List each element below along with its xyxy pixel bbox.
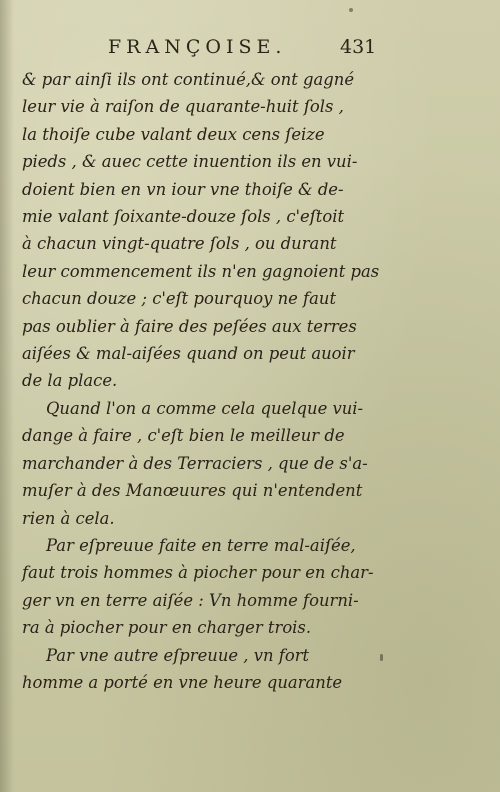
paragraph (22, 532, 372, 642)
body-text (22, 66, 380, 696)
paragraph (22, 66, 380, 395)
page-header (108, 36, 378, 66)
text-line: à chacun vingt-quatre ſols , ou durant (22, 234, 337, 254)
text-line: pas oublier à faire des peſées aux terres (22, 316, 357, 336)
text-line: & par ainſi ils ont continué,& ont gagné (22, 70, 355, 89)
ink-spot (380, 654, 383, 661)
text-line: faut trois hommes à piocher pour en char- (22, 563, 374, 583)
ink-spot (349, 8, 353, 12)
text-line: rien à cela. (22, 508, 115, 528)
text-line: marchander à des Terraciers , que de s'a- (22, 453, 368, 473)
text-line: Par eſpreuue faite en terre mal-aiſée, (46, 535, 356, 555)
text-line: ger vn en terre aiſée : Vn homme fourni- (22, 590, 359, 610)
text-line: muſer à des Manœuures qui n'entendent (22, 481, 363, 501)
text-line: la thoiſe cube valant deux cens ſeize (22, 124, 325, 144)
page-number: 431 (340, 36, 377, 58)
text-line: mie valant ſoixante-douze ſols , c'eſtoit (22, 207, 345, 227)
text-line: pieds , & auec cette inuention ils en vui- (22, 152, 358, 172)
paragraph (22, 642, 372, 697)
running-head: FRANÇOISE. (108, 36, 287, 58)
page-gutter-shadow (0, 0, 14, 792)
text-line: chacun douze ; c'eſt pourquoy ne faut (22, 289, 337, 309)
text-line: leur vie à raiſon de quarante-huit ſols , (22, 97, 344, 117)
text-line: dange à faire , c'eſt bien le meilleur de (22, 426, 345, 446)
text-line: Par vne autre eſpreuue , vn fort (46, 645, 310, 665)
paragraph (22, 395, 372, 532)
text-line: leur commencement ils n'en gagnoient pas (22, 261, 380, 281)
text-line: aiſées & mal-aiſées quand on peut auoir (22, 344, 355, 364)
text-line: doient bien en vn iour vne thoiſe & de- (22, 179, 344, 199)
text-line: ra à piocher pour en charger trois. (22, 618, 312, 638)
text-line: homme a porté en vne heure quarante (22, 672, 343, 692)
text-line: Quand l'on a comme cela quelque vui- (46, 398, 364, 418)
text-line: de la place. (22, 371, 118, 391)
